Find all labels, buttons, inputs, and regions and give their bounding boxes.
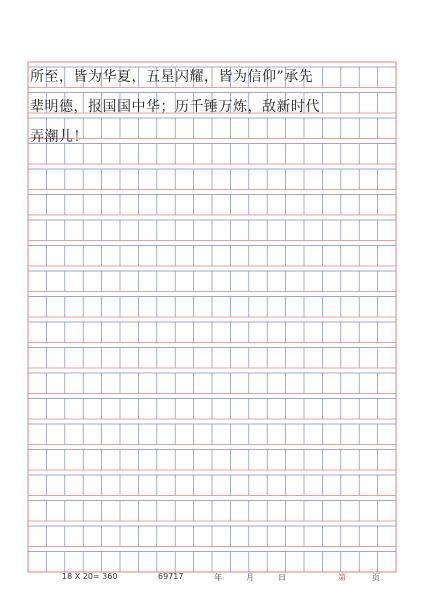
- month-label: 月: [246, 573, 254, 582]
- page-suffix-label: 页: [372, 573, 380, 582]
- handwriting-line-1: 所至，皆为华夏，五星闪耀，皆为信仰”承先: [30, 69, 314, 85]
- year-label: 年: [214, 573, 222, 582]
- handwriting-line-2: 辈明德，报国国中华；历千锤万炼，敌新时代: [30, 99, 320, 115]
- page-prefix-label: 第: [338, 573, 346, 582]
- grid-spec-label: 18 X 20= 360: [62, 572, 118, 581]
- paper-code: 69717: [158, 572, 184, 581]
- day-label: 日: [278, 573, 286, 582]
- handwriting-line-3: 弄潮儿！: [30, 129, 88, 145]
